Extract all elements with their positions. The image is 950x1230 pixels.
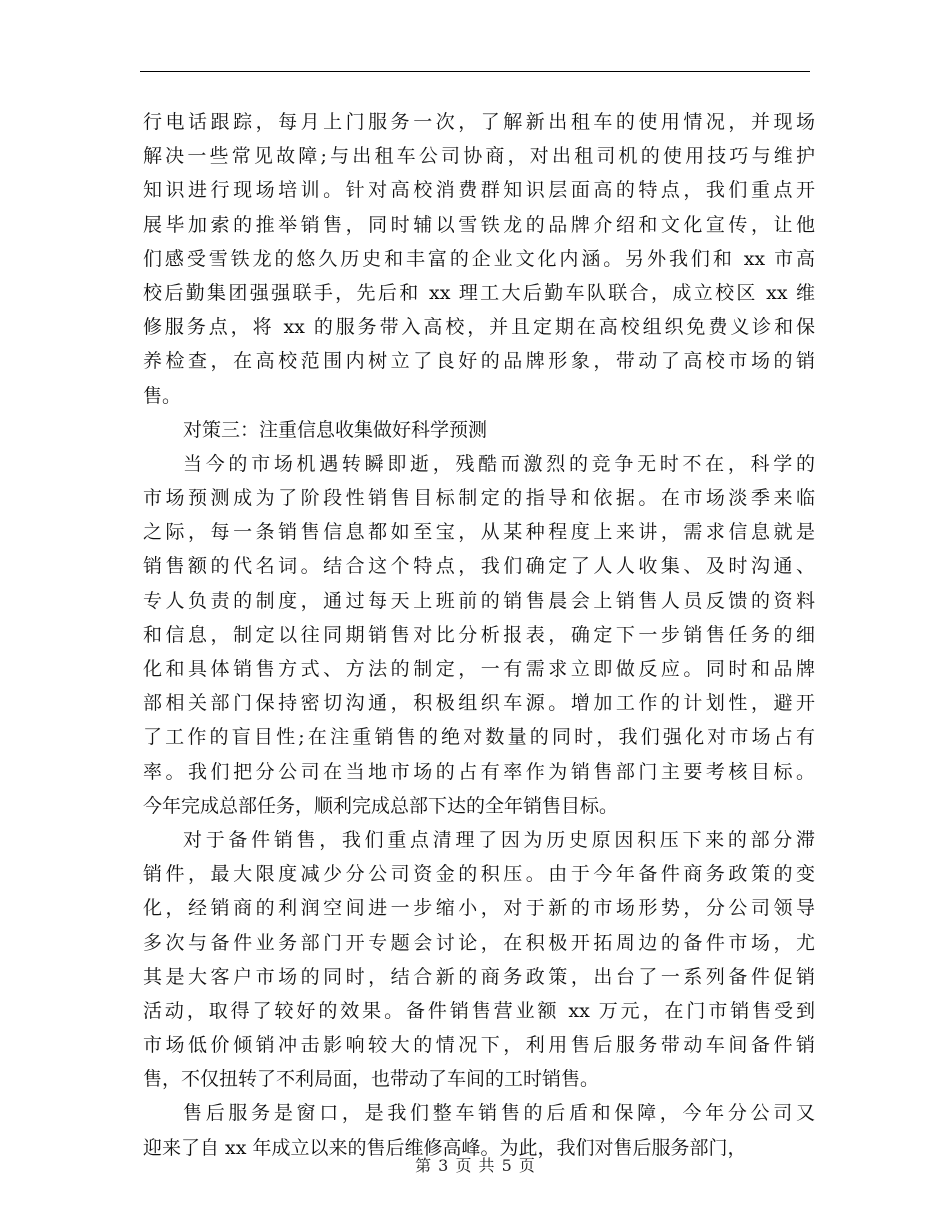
text-line: 了工作的盲目性;在注重销售的绝对数量的同时，我们强化对市场占有 xyxy=(143,726,815,749)
text-line: 其是大客户市场的同时，结合新的商务政策，出台了一系列备件促销 xyxy=(143,965,815,988)
text-line: 化，经销商的利润空间进一步缩小，对于新的市场形势，分公司领导 xyxy=(143,897,815,920)
text-line: 当今的市场机遇转瞬即逝，残酷而激烈的竞争无时不在，科学的 xyxy=(183,452,815,475)
text-line: 今年完成总部任务，顺利完成总部下达的全年销售目标。 xyxy=(143,794,619,817)
text-line: 化和具体销售方式、方法的制定，一有需求立即做反应。同时和品牌 xyxy=(143,658,815,680)
text-line: 售，不仅扭转了不利局面，也带动了车间的工时销售。 xyxy=(143,1068,600,1091)
text-line: 修服务点，将 xx 的服务带入高校，并且定期在高校组织免费义诊和保 xyxy=(143,316,815,339)
text-line: 专人负责的制度，通过每天上班前的销售晨会上销售人员反馈的资料 xyxy=(143,589,815,612)
text-line: 对策三：注重信息收集做好科学预测 xyxy=(183,418,488,441)
text-line: 行电话跟踪，每月上门服务一次，了解新出租车的使用情况，并现场 xyxy=(143,111,815,133)
text-line: 售。 xyxy=(143,384,182,407)
text-line: 们感受雪铁龙的悠久历史和丰富的企业文化内涵。另外我们和 xx 市高 xyxy=(143,247,815,270)
text-line: 之际，每一条销售信息都如至宝，从某种程度上来讲，需求信息就是 xyxy=(143,521,815,544)
text-line: 活动，取得了较好的效果。备件销售营业额 xx 万元，在门市销售受到 xyxy=(143,999,815,1022)
text-line: 销售额的代名词。结合这个特点，我们确定了人人收集、及时沟通、 xyxy=(143,555,815,578)
text-line: 对于备件销售，我们重点清理了因为历史原因积压下来的部分滞 xyxy=(183,828,815,851)
text-line: 销件，最大限度减少分公司资金的积压。由于今年备件商务政策的变 xyxy=(143,863,815,886)
text-line: 校后勤集团强强联手，先后和 xx 理工大后勤车队联合，成立校区 xx 维 xyxy=(143,281,815,304)
text-line: 迎来了自 xx 年成立以来的售后维修高峰。为此，我们对售后服务部门， xyxy=(143,1136,747,1159)
text-line: 展毕加索的推举销售，同时辅以雪铁龙的品牌介绍和文化宣传，让他 xyxy=(143,213,815,236)
document-body xyxy=(143,105,815,1165)
text-line: 市场预测成为了阶段性销售目标制定的指导和依据。在市场淡季来临 xyxy=(143,487,815,510)
text-line: 知识进行现场培训。针对高校消费群知识层面高的特点，我们重点开 xyxy=(143,179,815,202)
text-line: 部相关部门保持密切沟通，积极组织车源。增加工作的计划性，避开 xyxy=(143,692,815,715)
text-line: 多次与备件业务部门开专题会讨论，在积极开拓周边的备件市场，尤 xyxy=(143,931,815,954)
text-line: 养检查，在高校范围内树立了良好的品牌形象，带动了高校市场的销 xyxy=(143,350,815,373)
text-line: 市场低价倾销冲击影响较大的情况下，利用售后服务带动车间备件销 xyxy=(143,1034,815,1057)
text-line: 售后服务是窗口，是我们整车销售的后盾和保障，今年分公司又 xyxy=(183,1102,815,1125)
text-line: 和信息，制定以往同期销售对比分析报表，确定下一步销售任务的细 xyxy=(143,623,815,646)
page-footer: 第 3 页 共 5 页 xyxy=(415,1156,535,1175)
text-line: 解决一些常见故障;与出租车公司协商，对出租司机的使用技巧与维护 xyxy=(143,145,815,168)
header-rule xyxy=(140,71,810,72)
text-line: 率。我们把分公司在当地市场的占有率作为销售部门主要考核目标。 xyxy=(143,760,815,783)
